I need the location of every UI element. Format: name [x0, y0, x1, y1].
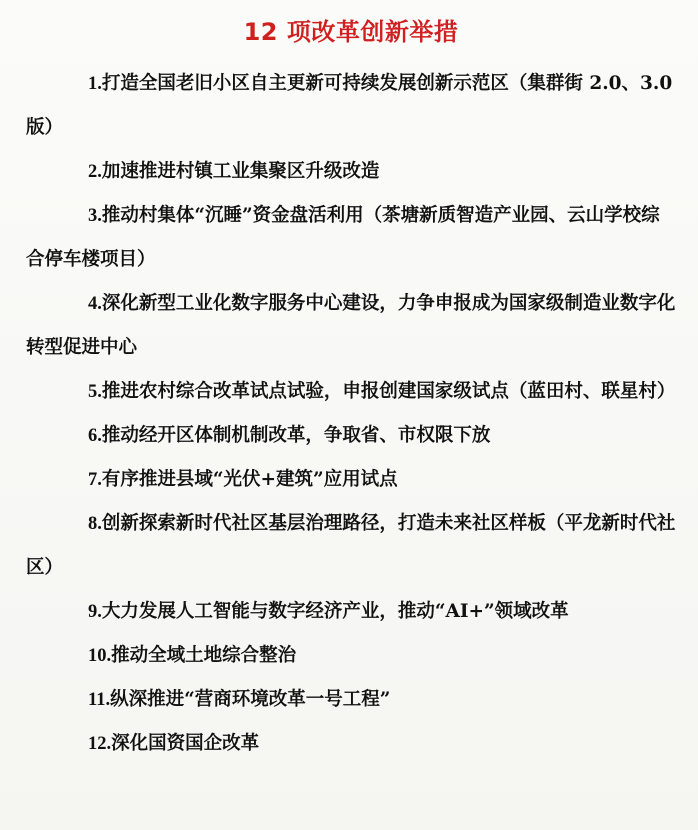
list-item: [26, 458, 676, 502]
item-number: 1.: [88, 74, 102, 94]
list-item: [26, 62, 676, 150]
item-text: 纵深推进“营商环境改革一号工程”: [110, 689, 391, 710]
item-text: 创新探索新时代社区基层治理路径，打造未来社区样板（平龙新时代社区）: [26, 513, 676, 578]
item-text: 推动经开区体制机制改革，争取省、市权限下放: [101, 425, 491, 446]
document-title: 12 项改革创新举措: [243, 18, 459, 46]
item-number: 5.: [88, 382, 102, 402]
list-item: [26, 150, 676, 194]
item-text: 深化国资国企改革: [111, 733, 260, 754]
item-number: 8.: [88, 514, 102, 534]
item-text: 深化新型工业化数字服务中心建设，力争申报成为国家级制造业数字化转型促进中心: [26, 293, 676, 358]
item-number: 4.: [88, 294, 102, 314]
list-item: [26, 678, 676, 722]
item-number: 10.: [88, 646, 112, 666]
list-item: [26, 370, 676, 414]
item-text: 有序推进县域“光伏+建筑”应用试点: [101, 469, 398, 490]
item-text: 推动村集体“沉睡”资金盘活利用（茶塘新质智造产业园、云山学校综合停车楼项目）: [26, 205, 660, 270]
list-item: [26, 634, 676, 678]
item-number: 9.: [88, 602, 102, 622]
item-text: 打造全国老旧小区自主更新可持续发展创新示范区（集群街 2.0、3.0 版）: [26, 73, 673, 138]
reform-list: [26, 62, 676, 766]
list-item: [26, 722, 676, 766]
item-text: 大力发展人工智能与数字经济产业，推动“AI+”领域改革: [101, 601, 569, 622]
list-item: [26, 590, 676, 634]
item-number: 11.: [88, 690, 111, 710]
list-item: [26, 502, 676, 590]
list-item: [26, 194, 676, 282]
list-item: [26, 414, 676, 458]
item-number: 6.: [88, 426, 102, 446]
item-text: 推进农村综合改革试点试验，申报创建国家级试点（蓝田村、联星村）: [101, 381, 676, 402]
item-number: 2.: [88, 162, 102, 182]
item-text: 加速推进村镇工业集聚区升级改造: [101, 161, 380, 182]
list-item: [26, 282, 676, 370]
item-number: 3.: [88, 206, 102, 226]
item-number: 7.: [88, 470, 102, 490]
item-text: 推动全域土地综合整治: [111, 645, 297, 666]
item-number: 12.: [88, 734, 112, 754]
